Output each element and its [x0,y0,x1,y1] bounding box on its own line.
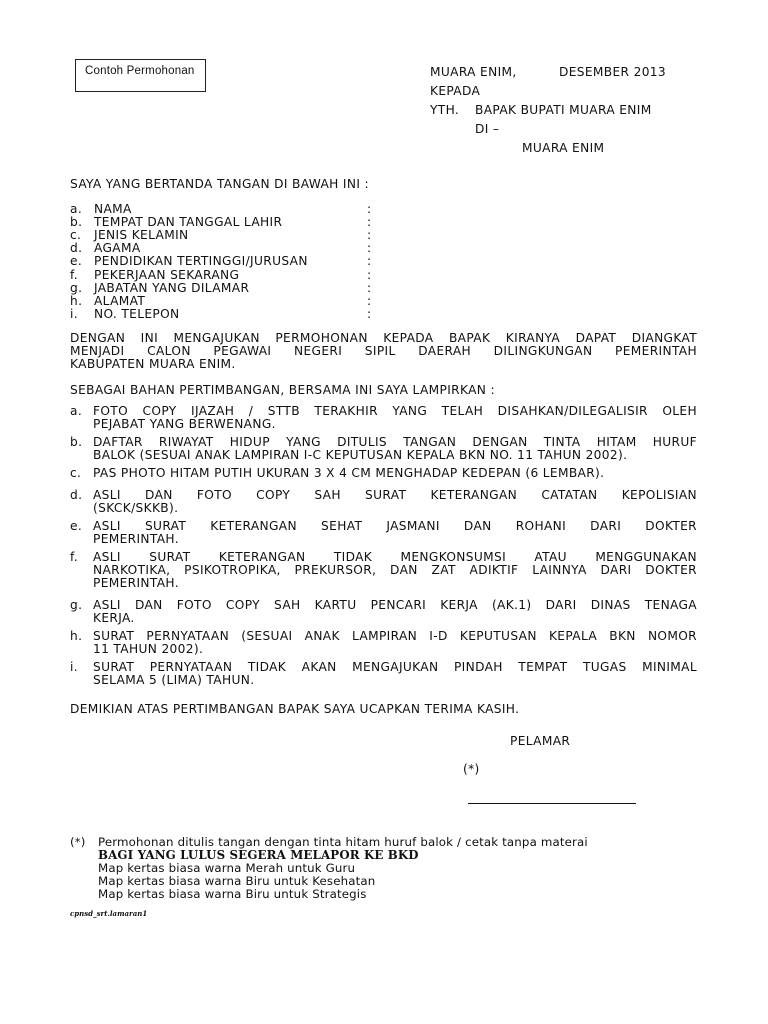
request-line-3: KABUPATEN MUARA ENIM. [70,357,236,371]
example-label: Contoh Permohonan [85,65,195,77]
field-label: NO. TELEPON [94,307,180,321]
attachment-line: (SKCK/SKKB). [93,501,179,515]
field-colon: : [367,241,372,255]
attachment-line: BALOK (SESUAI ANAK LAMPIRAN I-C KEPUTUSAN KEPALA BKN NO. 11 TAHUN 2002). [93,448,628,462]
field-colon: : [367,254,372,268]
field-letter: d. [70,241,83,255]
field-label: NAMA [94,202,132,216]
signature-line [468,803,636,804]
place-city: MUARA ENIM, [430,65,517,79]
attachment-letter: e. [70,519,83,533]
recipient-di: DI – [475,122,500,136]
signature-mark: (*) [463,762,480,776]
field-letter: e. [70,254,83,268]
field-label: ALAMAT [94,294,146,308]
footnote-bold-line: BAGI YANG LULUS SEGERA MELAPOR KE BKD [98,848,419,862]
attachment-letter: c. [70,466,82,480]
footnote-map-1: Map kertas biasa warna Merah untuk Guru [98,861,356,875]
footnote-line: Permohonan ditulis tangan dengan tinta hitam huruf balok / cetak tanpa materai [98,835,588,849]
field-letter: b. [70,215,83,229]
field-colon: : [367,228,372,242]
field-letter: i. [70,307,78,321]
field-letter: a. [70,202,83,216]
footnote-map-3: Map kertas biasa warna Biru untuk Strategis [98,887,367,901]
attachment-letter: f. [70,550,78,564]
attachment-line: 11 TAHUN 2002). [93,642,204,656]
field-letter: c. [70,228,82,242]
field-label: AGAMA [94,241,141,255]
attachments-intro: SEBAGAI BAHAN PERTIMBANGAN, BERSAMA INI SAYA LAMPIRKAN : [70,383,495,397]
file-reference: cpnsd_srt.lamaran1 [70,909,148,918]
attachment-line: ASLI DAN FOTO COPY SAH KARTU PENCARI KERJA (AK.1) DARI DINAS TENAGA [93,598,697,612]
attachment-line: FOTO COPY IJAZAH / STTB TERAKHIR YANG TELAH DISAHKAN/DILEGALISIR OLEH [93,404,697,418]
attachment-letter: d. [70,488,83,502]
recipient-name: BAPAK BUPATI MUARA ENIM [475,103,652,117]
footnote-map-2: Map kertas biasa warna Biru untuk Kesehatan [98,874,376,888]
field-letter: h. [70,294,83,308]
field-colon: : [367,215,372,229]
attachment-letter: a. [70,404,83,418]
field-label: TEMPAT DAN TANGGAL LAHIR [94,215,283,229]
attachment-line: SURAT PERNYATAAN TIDAK AKAN MENGAJUKAN PINDAH TEMPAT TUGAS MINIMAL [93,660,697,674]
attachment-line: ASLI SURAT KETERANGAN SEHAT JASMANI DAN ROHANI DARI DOKTER [93,519,697,533]
attachment-line: PEMERINTAH. [93,576,179,590]
field-label: PEKERJAAN SEKARANG [94,268,240,282]
attachment-line: DAFTAR RIWAYAT HIDUP YANG DITULIS TANGAN DENGAN TINTA HITAM HURUF [93,435,697,449]
attachment-letter: g. [70,598,83,612]
attachment-line: SURAT PERNYATAAN (SESUAI ANAK LAMPIRAN I-D KEPUTUSAN KEPALA BKN NOMOR [93,629,697,643]
field-colon: : [367,294,372,308]
field-colon: : [367,268,372,282]
closing-text: DEMIKIAN ATAS PERTIMBANGAN BAPAK SAYA UCAPKAN TERIMA KASIH. [70,702,520,716]
field-letter: g. [70,281,83,295]
recipient-yth: YTH. [430,103,460,117]
attachment-line: KERJA. [93,611,135,625]
field-colon: : [367,281,372,295]
field-colon: : [367,307,372,321]
recipient-city: MUARA ENIM [522,141,605,155]
signature-title: PELAMAR [510,734,571,748]
attachment-line: NARKOTIKA, PSIKOTROPIKA, PREKURSOR, DAN ZAT ADIKTIF LAINNYA DARI DOKTER [93,563,697,577]
recipient-kepada: KEPADA [430,84,481,98]
field-label: JENIS KELAMIN [94,228,189,242]
attachment-line: PEJABAT YANG BERWENANG. [93,417,276,431]
field-label: PENDIDIKAN TERTINGGI/JURUSAN [94,254,308,268]
attachment-line: PAS PHOTO HITAM PUTIH UKURAN 3 X 4 CM MENGHADAP KEDEPAN (6 LEMBAR). [93,466,605,480]
request-line-1: DENGAN INI MENGAJUKAN PERMOHONAN KEPADA BAPAK KIRANYA DAPAT DIANGKAT [70,331,697,345]
attachment-letter: h. [70,629,83,643]
attachment-line: ASLI DAN FOTO COPY SAH SURAT KETERANGAN CATATAN KEPOLISIAN [93,488,697,502]
attachment-line: PEMERINTAH. [93,532,179,546]
attachment-line: SELAMA 5 (LIMA) TAHUN. [93,673,255,687]
attachment-letter: i. [70,660,78,674]
place-date: DESEMBER 2013 [559,65,667,79]
attachment-letter: b. [70,435,83,449]
field-colon: : [367,202,372,216]
field-label: JABATAN YANG DILAMAR [94,281,250,295]
attachment-line: ASLI SURAT KETERANGAN TIDAK MENGKONSUMSI ATAU MENGGUNAKAN [93,550,697,564]
request-line-2: MENJADI CALON PEGAWAI NEGERI SIPIL DAERAH DILINGKUNGAN PEMERINTAH [70,344,697,358]
intro-text: SAYA YANG BERTANDA TANGAN DI BAWAH INI : [70,177,369,191]
field-letter: f. [70,268,78,282]
example-label-box [75,59,206,92]
footnote-marker: (*) [70,835,86,849]
